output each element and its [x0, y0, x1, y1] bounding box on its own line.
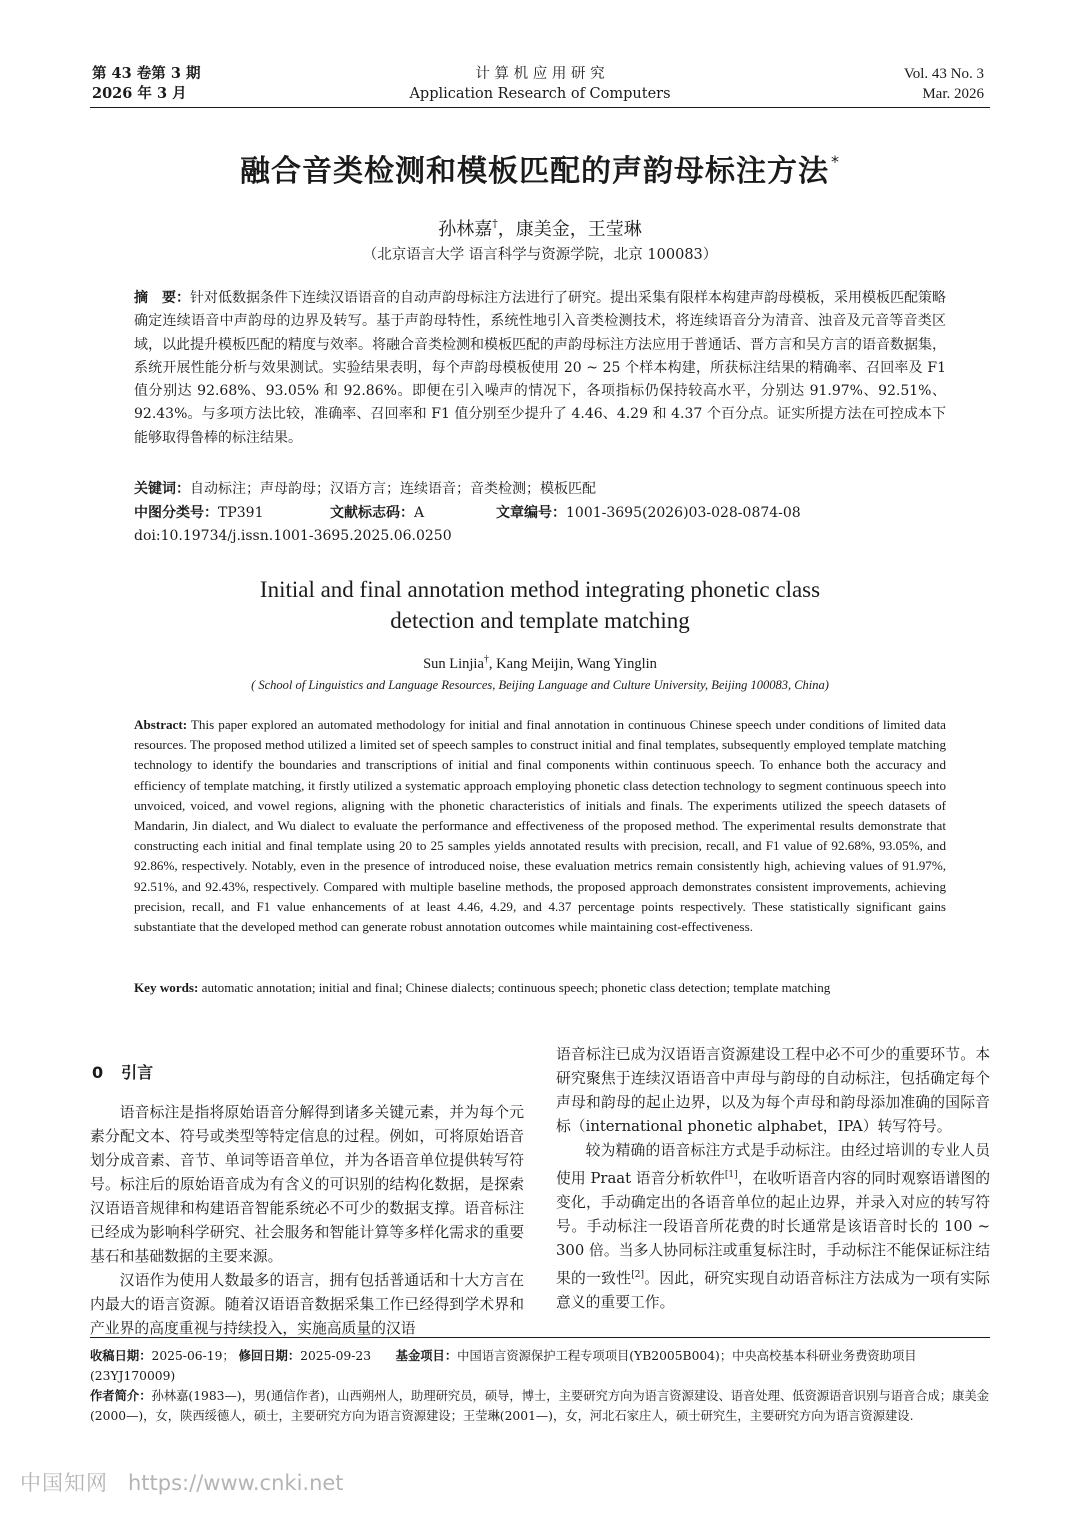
footnote-dates-fund: 收稿日期：2025-06-19； 修回日期：2025-09-23 基金项目：中国语言资源保护工程专项项目(YB2005B004)；中央高校基本科研业务费资助项目(23YJ170009) — [90, 1349, 917, 1383]
journal-issue-en — [904, 64, 984, 104]
body-column-left — [90, 1101, 524, 1341]
authors-en: Sun Linjia†, Kang Meijin, Wang Yinglin — [423, 654, 657, 672]
paragraph: 汉语作为使用人数最多的语言，拥有包括普通话和十大方言在内最大的语言资源。随着汉语语音数据采集工作已经得到学术界和产业界的高度重视与持续投入，实施高质量的汉语 — [90, 1272, 524, 1337]
title-text: 融合音类检测和模板匹配的声韵母标注方法 — [240, 154, 829, 189]
footnote-divider — [90, 1337, 990, 1338]
abstract-en — [134, 715, 946, 937]
header-divider — [90, 107, 990, 108]
doi: doi:10.19734/j.issn.1001-3695.2025.06.0250 — [134, 528, 452, 544]
cnki-logo: 中国知网 — [20, 1471, 108, 1495]
journal-name-en: Application Research of Computers — [409, 86, 671, 102]
issue-date-en: Mar. 2026 — [922, 86, 984, 102]
paper-title-en — [0, 574, 1080, 636]
keywords-cn-label: 关键词： — [134, 481, 190, 497]
document-code: 文献标志码：A — [330, 505, 425, 521]
citation-1[interactable]: [1] — [724, 1170, 738, 1180]
abstract-cn-label: 摘 要： — [134, 290, 190, 306]
paragraph: 较为精确的语音标注方式是手动标注。由经过培训的专业人员使用 Praat 语音分析软件[1]，在收听语音内容的同时观察语谱图的变化，手动确定出的各语音单位的起止边界，并录入对应的转写符号。手动标注一段语音所花费的时长通常是该语音时长的 100 ~ 300 倍。当多人协同标注或重复标注时，手动标注不能保证标注结果的一致性[2]。因此，研究实现自动语音标注方法成为一项有实际意义的重要工作。 — [556, 1142, 990, 1311]
cnki-url: https://www.cnki.net — [128, 1471, 344, 1495]
abstract-cn-text: 针对低数据条件下连续汉语语音的自动声韵母标注方法进行了研究。提出采集有限样本构建声韵母模板，采用模板匹配策略确定连续语音中声韵母的边界及转写。基于声韵母特性，系统性地引入音类检测技术，将连续语音分为清音、浊音及元音等音类区域，以此提升模板匹配的精度与效率。将融合音类检测和模板匹配的声韵母标注方法应用于普通话、晋方言和吴方言的语音数据集，系统开展性能分析与效果测试。实验结果表明，每个声韵母模板使用 20 ~ 25 个样本构建，所获标注结果的精确率、召回率及 F1 值分别达 92.68%、93.05% 和 92.86%。即便在引入噪声的情况下，各项指标仍保持较高水平，分别达 91.97%、92.51%、92.43%。与多项方法比较，准确率、召回率和 F1 值分别至少提升了 4.46、4.29 和 4.37 个百分点。证实所提方法在可控成本下能够取得鲁棒的标注结果。 — [134, 290, 946, 446]
authors-cn — [0, 215, 1080, 241]
clc-number: 中图分类号：TP391 — [134, 505, 264, 521]
author-1: 孙林嘉 — [438, 219, 493, 240]
keywords-en — [134, 978, 946, 998]
article-number: 文章编号：1001-3695(2026)03-028-0874-08 — [496, 505, 801, 521]
journal-name-cn: 计 算 机 应 用 研 究 — [475, 66, 605, 82]
body-column-right — [556, 1043, 990, 1315]
section-number: 0 — [92, 1063, 104, 1082]
title-en-line-1: Initial and final annotation method integrating phonetic class — [259, 577, 821, 602]
corresponding-mark: † — [492, 217, 498, 230]
issue-date: 2026 年 3 月 — [92, 85, 187, 102]
cnki-watermark — [20, 1467, 344, 1497]
other-authors: ，康美金，王莹琳 — [497, 219, 642, 240]
section-heading — [92, 1060, 153, 1083]
footnote-author-bio: 作者简介：孙林嘉(1983—)，男(通信作者)，山西朔州人，助理研究员，硕导，博士，主要研究方向为语言资源建设、语音处理、低资源语音识别与语音合成；康美金(2000—)，女，陕西绥德人，硕士，主要研究方向为语言资源建设；王莹琳(2001—)，女，河北石家庄人，硕士研究生，主要研究方向为语言资源建设. — [90, 1389, 989, 1423]
affiliation-en: ( School of Linguistics and Language Resources, Beijing Language and Culture University, Beijing 100083, China) — [251, 678, 829, 692]
title-en-line-2: detection and template matching — [390, 608, 690, 633]
keywords-en-text: automatic annotation; initial and final; Chinese dialects; continuous speech; phonetic class detection; template matching — [198, 980, 831, 995]
issue-volume-en: Vol. 43 No. 3 — [903, 66, 984, 82]
keywords-cn-text: 自动标注；声母韵母；汉语方言；连续语音；音类检测；模板匹配 — [190, 481, 596, 497]
paper-title-cn — [0, 146, 1080, 190]
issue-volume: 第 43 卷第 3 期 — [92, 65, 201, 82]
citation-2[interactable]: [2] — [631, 1270, 644, 1280]
abstract-en-text: This paper explored an automated methodology for initial and final annotation in continuous Chinese speech under conditions of limited data resources. The proposed method utilized a limited set of speech samples to construct initial and final templates, subsequently employed template matching technology to identify the boundaries and transcriptions of initial and final components within continuous speech. To enhance both the accuracy and efficiency of template matching, it firstly utilized a systematic approach employing phonetic class detection technology to segment continuous speech into unvoiced, voiced, and vowel regions, aligning with the phonetic characteristics of initials and finals. The experiments utilized the speech datasets of Mandarin, Jin dialect, and Wu dialect to evaluate the performance and effectiveness of the proposed method. The experimental results demonstrate that constructing each initial and final template using 20 to 25 samples yields annotated results with precision, recall, and F1 value of 92.68%, 93.05%, and 92.86%, respectively. Notably, even in the presence of introduced noise, these evaluation metrics remain consistently high, achieving values of 91.97%, 92.51%, and 92.43%, respectively. Compared with multiple baseline methods, the proposed approach demonstrates consistent improvements, achieving precision, recall, and F1 value enhancements of at least 4.46, 4.29, and 4.37 percentage points respectively. These statistically significant gains substantiate that the developed method can generate robust annotation outcomes while maintaining cost-effectiveness. — [134, 717, 946, 935]
keywords-en-label: Key words: — [134, 980, 199, 995]
abstract-en-label: Abstract: — [134, 717, 188, 732]
paragraph: 语音标注已成为汉语语言资源建设工程中必不可少的重要环节。本研究聚焦于连续汉语语音中声母与韵母的自动标注，包括确定每个声母和韵母的起止边界，以及为每个声母和韵母添加准确的国际音标（international phonetic alphabet，IPA）转写符号。 — [556, 1046, 990, 1135]
section-title: 引言 — [121, 1063, 154, 1082]
corresponding-mark-en: † — [483, 654, 489, 665]
keywords-cn — [134, 479, 596, 499]
affiliation-cn: （北京语言大学 语言科学与资源学院，北京 100083） — [362, 247, 718, 263]
paragraph: 语音标注是指将原始语音分解得到诸多关键元素，并为每个元素分配文本、符号或类型等特定信息的过程。例如，可将原始语音划分成音素、音节、单词等语音单位，并为各语音单位提供转写符号。标注后的原始语音成为有含义的可识别的结构化数据，是探索汉语语音规律和构建语音智能系统必不可少的数据支撑。语音标注已经成为影响科学研究、社会服务和智能计算等多样化需求的重要基石和基础数据的主要来源。 — [90, 1104, 524, 1265]
title-footnote-mark: * — [831, 152, 840, 171]
abstract-cn — [134, 287, 946, 450]
